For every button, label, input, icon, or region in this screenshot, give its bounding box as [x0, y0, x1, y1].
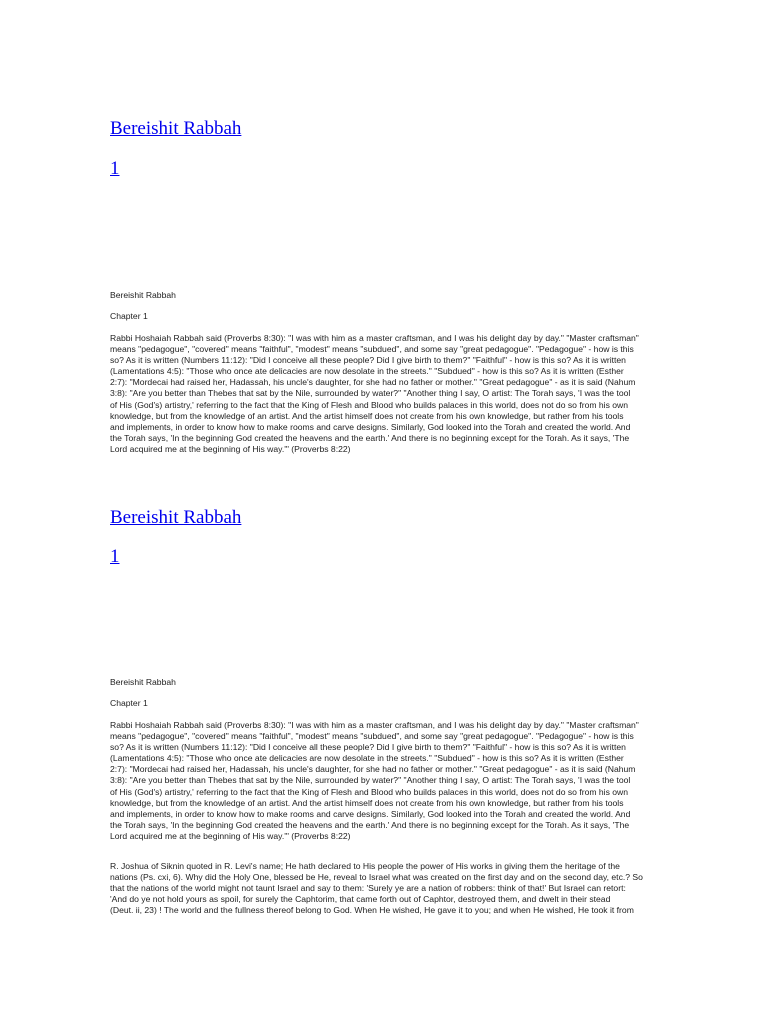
paragraph-line: that the nations of the world might not taunt Israel and say to them: 'Surely ye are a nation of robbers: think of that!' But Israel can retort:: [110, 883, 626, 894]
paragraph-line: so? As it is written (Numbers 11:12): "Did I conceive all these people? Did I give birth to them?" "Faithful" - how is this so? As it is written: [110, 355, 626, 366]
paragraph-line: of His (God's) artistry,' referring to the fact that the King of Flesh and Blood who builds palaces in this world, does not do so from his own: [110, 399, 629, 410]
paragraph-line: 2:7): "Mordecai had raised her, Hadassah, his uncle's daughter, for she had no father or mother." "Great pedagogue" - as it is said (Nahum: [110, 764, 636, 775]
paragraph-line: Rabbi Hoshaiah Rabbah said (Proverbs 8:30): "I was with him as a master craftsman, and I was his delight day by day." "Master craftsman": [110, 333, 639, 343]
chapter-number-link[interactable]: 1: [110, 546, 120, 567]
paragraph-line: 'And do ye not hold yours as spoil, for surely the Caphtorim, that came forth out of Caphtor, destroyed them, and dwelt in their stead: [110, 894, 611, 905]
chapter-number-link[interactable]: 1: [110, 158, 120, 179]
chapter-label: Chapter 1: [110, 698, 148, 708]
paragraph-line: means "pedagogue", "covered" means "faithful", "modest" means "subdued", and some say "great pedagogue". "Pedagogue" - how is this: [110, 731, 634, 742]
paragraph-line: 3:8): "Are you better than Thebes that sat by the Nile, surrounded by water?" "Another thing I say, O artist: The Torah says, 'I was the tool: [110, 775, 631, 786]
paragraph-line: Lord acquired me at the beginning of His way.'" (Proverbs 8:22): [110, 443, 351, 454]
document-heading: Bereishit Rabbah: [110, 677, 176, 687]
paragraph-line: and implements, in order to know how to make rooms and carve designs. Similarly, God looked into the Torah and created the world. And: [110, 421, 631, 432]
paragraph-line: and implements, in order to know how to make rooms and carve designs. Similarly, God looked into the Torah and created the world. And: [110, 808, 631, 819]
paragraph-line: of His (God's) artistry,' referring to the fact that the King of Flesh and Blood who builds palaces in this world, does not do so from his own: [110, 786, 629, 797]
paragraph-line: the Torah says, 'In the beginning God created the heavens and the earth.' And there is no beginning except for the Torah. As it says, 'The: [110, 432, 630, 443]
document-heading: Bereishit Rabbah: [110, 290, 176, 300]
body-paragraph: [110, 861, 655, 916]
paragraph-line: Lord acquired me at the beginning of His way.'" (Proverbs 8:22): [110, 830, 351, 841]
bereishit-rabbah-title-link[interactable]: Bereishit Rabbah: [110, 507, 242, 528]
body-paragraph: [110, 333, 655, 455]
paragraph-line: knowledge, but from the knowledge of an artist. And the artist himself does not create from his own knowledge, but rather from his tools: [110, 797, 624, 808]
paragraph-line: so? As it is written (Numbers 11:12): "Did I conceive all these people? Did I give birth to them?" "Faithful" - how is this so? As it is written: [110, 742, 626, 753]
chapter-label: Chapter 1: [110, 311, 148, 321]
paragraph-line: knowledge, but from the knowledge of an artist. And the artist himself does not create from his own knowledge, but rather from his tools: [110, 410, 624, 421]
paragraph-line: (Lamentations 4:5): "Those who once ate delicacies are now desolate in the streets." "Subdued" - how is this so? As it is written (Esther: [110, 753, 624, 764]
paragraph-line: Rabbi Hoshaiah Rabbah said (Proverbs 8:30): "I was with him as a master craftsman, and I was his delight day by day." "Master craftsman": [110, 720, 639, 730]
paragraph-line: 3:8): "Are you better than Thebes that sat by the Nile, surrounded by water?" "Another thing I say, O artist: The Torah says, 'I was the tool: [110, 388, 631, 399]
paragraph-line: (Deut. ii, 23) ! The world and the fullness thereof belong to God. When He wished, He gave it to you; and when He wished, He took it from: [110, 905, 634, 916]
paragraph-line: (Lamentations 4:5): "Those who once ate delicacies are now desolate in the streets." "Subdued" - how is this so? As it is written (Esther: [110, 366, 624, 377]
paragraph-line: 2:7): "Mordecai had raised her, Hadassah, his uncle's daughter, for she had no father or mother." "Great pedagogue" - as it is said (Nahum: [110, 377, 636, 388]
bereishit-rabbah-title-link[interactable]: Bereishit Rabbah: [110, 118, 242, 139]
paragraph-line: the Torah says, 'In the beginning God created the heavens and the earth.' And there is no beginning except for the Torah. As it says, 'The: [110, 819, 630, 830]
body-paragraph: [110, 720, 655, 842]
paragraph-line: R. Joshua of Siknin quoted in R. Levi's name; He hath declared to His people the power of His works in giving them the heritage of the: [110, 861, 620, 871]
paragraph-line: means "pedagogue", "covered" means "faithful", "modest" means "subdued", and some say "great pedagogue". "Pedagogue" - how is this: [110, 344, 634, 355]
paragraph-line: nations (Ps. cxi, 6). Why did the Holy One, blessed be He, reveal to Israel what was created on the first day and on the second day, etc.? So: [110, 872, 643, 883]
